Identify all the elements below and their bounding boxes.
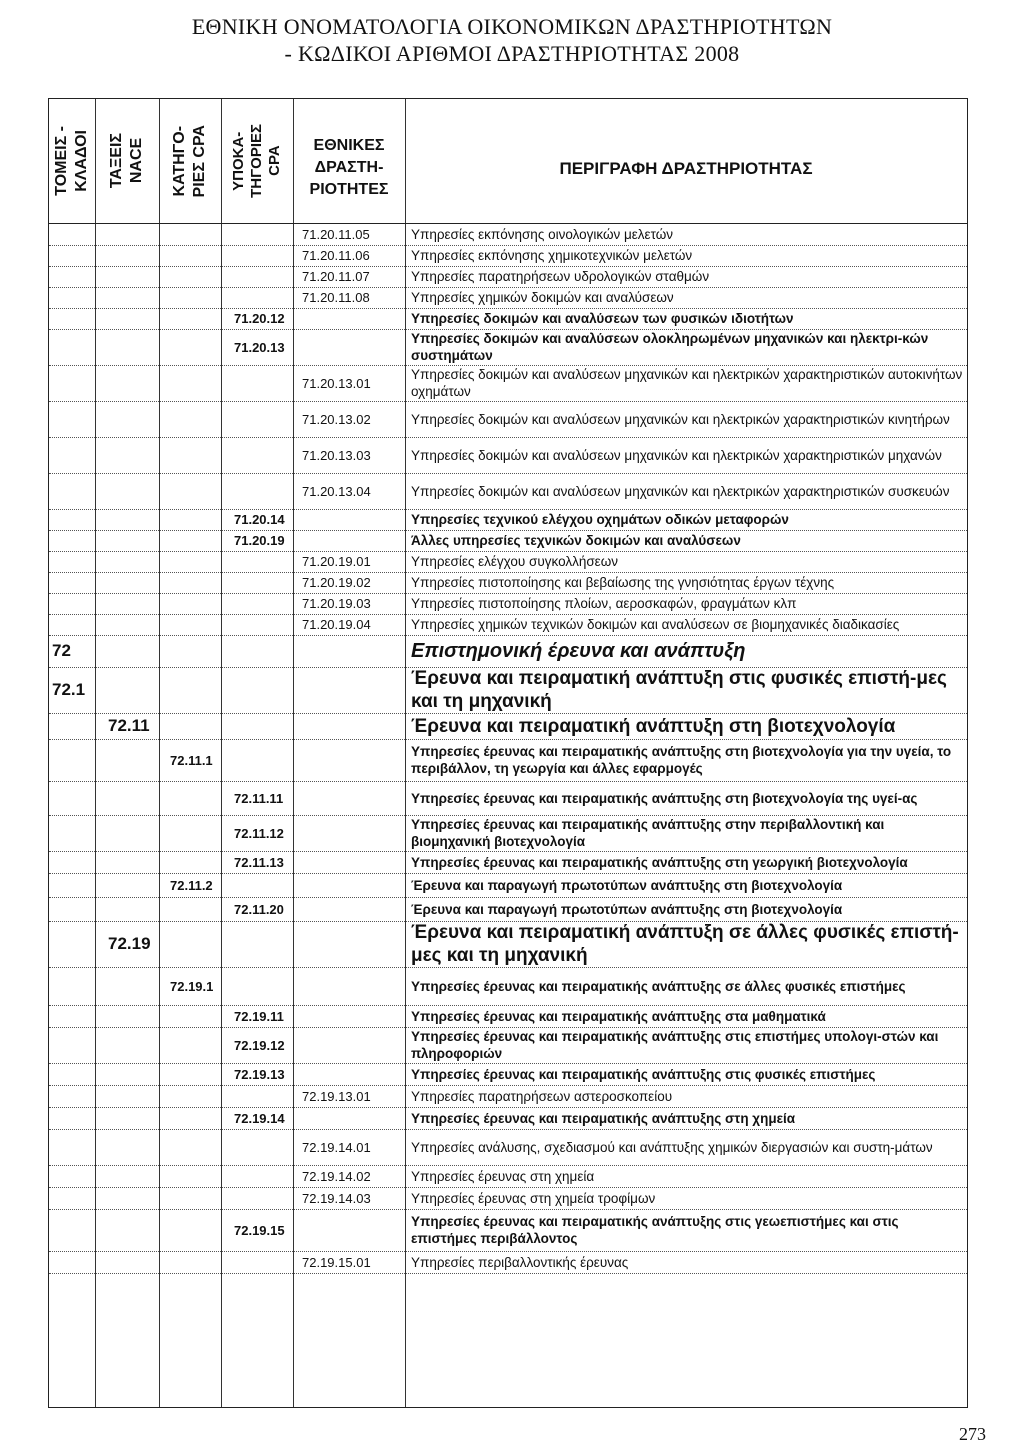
activity-code: 71.20.12 [234,311,285,326]
table-row [49,1107,967,1129]
table-row [49,614,967,635]
activity-code: 72.11.12 [234,825,284,841]
activity-code: 72.11.20 [234,901,284,917]
table-row [49,667,967,713]
activity-description: Υπηρεσίες έρευνας και πειραματικής ανάπτυξης στις φυσικές επιστήμες [411,1066,876,1082]
table-row [49,308,967,329]
column-header-activity-description: ΠΕΡΙΓΡΑΦΗ ΔΡΑΣΤΗΡΙΟΤΗΤΑΣ [559,159,813,178]
activity-description: Υπηρεσίες έρευνας στη χημεία [411,1168,595,1184]
activity-code: 72.19.13 [234,1066,285,1082]
table-row [49,365,967,401]
activity-code: 72.19 [108,934,151,953]
table-row [49,1251,967,1273]
activity-description: Υπηρεσίες χημικών τεχνικών δοκιμών και αναλύσεων σε βιομηχανικές διαδικασίες [411,617,900,632]
document-subtitle: - ΚΩΔΙΚΟΙ ΑΡΙΘΜΟΙ ΔΡΑΣΤΗΡΙΟΤΗΤΑΣ 2008 [284,41,740,66]
activity-code: 72.19.1 [170,978,214,994]
table-row [49,1005,967,1027]
activity-description: Υπηρεσίες έρευνας και πειραματικής ανάπτυξης στα μαθηματικά [411,1008,826,1024]
activity-code: 72 [52,641,71,660]
activity-description: Υπηρεσίες δοκιμών και αναλύσεων των φυσικών ιδιοτήτων [411,311,794,326]
table-row [49,551,967,572]
table-row [49,509,967,530]
activity-description: Υπηρεσίες έρευνας και πειραματικής ανάπτυξης στη βιοτεχνολογία της υγεί-ας [411,790,918,806]
activity-description: Επιστημονική έρευνα και ανάπτυξη [411,639,746,662]
activity-description: Υπηρεσίες έρευνας και πειραματικής ανάπτυξης στην περιβαλλοντική και βιομηχανική βιοτεχνολογία [411,817,885,849]
table-row [49,401,967,437]
table-row [49,1063,967,1085]
activity-description: Υπηρεσίες δοκιμών και αναλύσεων ολοκληρωμένων μηχανικών και ηλεκτρι-κών συστημάτων [411,331,929,363]
activity-code: 71.20.19.03 [302,596,371,611]
activity-description: Υπηρεσίες χημικών δοκιμών και αναλύσεων [411,290,674,305]
table-row [49,967,967,1005]
activity-description: Υπηρεσίες δοκιμών και αναλύσεων μηχανικών και ηλεκτρικών χαρακτηριστικών μηχανών [411,447,942,463]
activity-description: Έρευνα και πειραματική ανάπτυξη σε άλλες φυσικές επιστή-μες και τη μηχανική [411,922,959,966]
activity-description: Υπηρεσίες δοκιμών και αναλύσεων μηχανικών και ηλεκτρικών χαρακτηριστικών κινητήρων [411,411,950,427]
activity-description: Υπηρεσίες έρευνας και πειραματικής ανάπτυξης στις γεωεπιστήμες και στις επιστήμες περιβάλλοντος [411,1214,899,1246]
activity-code: 72.19.14.02 [302,1168,371,1184]
activity-description: Υπηρεσίες πιστοποίησης πλοίων, αεροσκαφών, φραγμάτων κλπ [411,596,797,611]
activity-description: Υπηρεσίες τεχνικού ελέγχου οχημάτων οδικών μεταφορών [411,512,789,527]
activity-code: 72.19.15 [234,1222,285,1238]
activity-code: 72.19.11 [234,1008,284,1024]
activity-code: 72.11.2 [170,877,213,893]
table-row [49,739,967,781]
activity-code: 71.20.19 [234,533,285,548]
table-row [49,1129,967,1165]
activity-description: Υπηρεσίες δοκιμών και αναλύσεων μηχανικών και ηλεκτρικών χαρακτηριστικών συσκευών [411,483,950,499]
table-row [49,245,967,266]
activity-description: Υπηρεσίες πιστοποίησης και βεβαίωσης της γνησιότητας έργων τέχνης [411,575,835,590]
activity-description: Υπηρεσίες ανάλυσης, σχεδιασμού και ανάπτυξης χημικών διεργασιών και συστη-μάτων [411,1139,933,1155]
activity-code: 71.20.19.01 [302,554,371,569]
activity-code: 71.20.13.04 [302,483,371,499]
activity-description: Έρευνα και παραγωγή πρωτοτύπων ανάπτυξης στη βιοτεχνολογία [411,877,843,893]
activity-description: Έρευνα και πειραματική ανάπτυξη στη βιοτεχνολογία [411,715,896,737]
activity-code: 72.11.11 [234,790,284,806]
column-header-cpa-subcategories: ΥΠΟΚΑ- ΤΗΓΟΡΙΕΣ CPA [230,124,283,198]
activity-code: 71.20.11.08 [302,290,370,305]
table-row [49,897,967,921]
table-row [49,329,967,365]
table-row [49,266,967,287]
activity-code: 72.19.14.01 [302,1139,371,1155]
table-row [49,572,967,593]
activity-description: Υπηρεσίες έρευνας και πειραματικής ανάπτυξης στη γεωργική βιοτεχνολογία [411,854,908,870]
table-row [49,851,967,873]
table-row [49,530,967,551]
table-row [49,635,967,667]
table-row [49,873,967,897]
table-row [49,1085,967,1107]
classification-table [48,98,968,1408]
activity-description: Έρευνα και παραγωγή πρωτοτύπων ανάπτυξης στη βιοτεχνολογία [411,901,843,917]
activity-code: 71.20.19.04 [302,617,371,632]
activity-description: Υπηρεσίες εκπόνησης χημικοτεχνικών μελετών [411,248,693,263]
column-header-cpa-categories: ΚΑΤΗΓΟ- ΡΙΕΣ CPA [171,124,208,198]
activity-code: 72.11 [108,716,150,735]
activity-code: 71.20.13.03 [302,447,371,463]
table-row [49,1165,967,1187]
table-row [49,473,967,509]
activity-description: Άλλες υπηρεσίες τεχνικών δοκιμών και αναλύσεων [411,533,741,548]
table-row [49,815,967,851]
table-row [49,713,967,739]
activity-code: 72.19.13.01 [302,1088,371,1104]
table-row [49,1209,967,1251]
activity-code: 72.19.14.03 [302,1190,371,1206]
activity-code: 72.19.15.01 [302,1254,371,1270]
activity-code: 71.20.11.07 [302,269,370,284]
activity-code: 72.1 [52,680,86,699]
activity-code: 72.11.13 [234,854,284,870]
activity-description: Υπηρεσίες ελέγχου συγκολλήσεων [411,554,618,569]
activity-description: Υπηρεσίες παρατηρήσεων αστεροσκοπείου [411,1088,673,1104]
table-row [49,593,967,614]
table-row [49,224,967,245]
table-row [49,921,967,967]
column-header-nace-classes: ΤΑΞΕΙΣ NACE [108,133,145,189]
activity-description: Υπηρεσίες έρευνας και πειραματικής ανάπτυξης στη χημεία [411,1110,796,1126]
activity-code: 72.19.12 [234,1037,285,1053]
table-row [49,287,967,308]
activity-description: Έρευνα και πειραματική ανάπτυξη στις φυσικές επιστή-μες και τη μηχανική [411,668,947,712]
activity-code: 71.20.11.05 [302,227,370,242]
table-row [49,437,967,473]
document-title: ΕΘΝΙΚΗ ΟΝΟΜΑΤΟΛΟΓΙΑ ΟΙΚΟΝΟΜΙΚΩΝ ΔΡΑΣΤΗΡΙΟΤΗΤΩΝ [191,14,833,39]
activity-code: 71.20.13 [234,339,285,355]
activity-description: Υπηρεσίες έρευνας και πειραματικής ανάπτυξης στη βιοτεχνολογία για την υγεία, το περιβάλλον, τη γεωργία και άλλες εφαρμογές [411,744,952,776]
column-header-sectors: ΤΟΜΕΙΣ - ΚΛΑΔΟΙ [53,126,90,196]
activity-code: 71.20.19.02 [302,575,371,590]
activity-description: Υπηρεσίες δοκιμών και αναλύσεων μηχανικών και ηλεκτρικών χαρακτηριστικών αυτοκινήτων οχημάτων [411,367,963,399]
activity-code: 71.20.13.02 [302,411,371,427]
activity-description: Υπηρεσίες έρευνας και πειραματικής ανάπτυξης στις επιστήμες υπολογι-στών και πληροφοριών [411,1029,939,1061]
column-header-national-activities: ΕΘΝΙΚΕΣ ΔΡΑΣΤΗ- ΡΙΟΤΗΤΕΣ [309,137,389,198]
activity-code: 72.19.14 [234,1110,285,1126]
row-divider [49,1273,967,1274]
table-row [49,1027,967,1063]
activity-description: Υπηρεσίες έρευνας στη χημεία τροφίμων [411,1190,656,1206]
activity-description: Υπηρεσίες παρατηρήσεων υδρολογικών σταθμών [411,269,710,284]
table-row [49,781,967,815]
page-number: 273 [959,1424,986,1444]
table-row [49,1187,967,1209]
activity-description: Υπηρεσίες έρευνας και πειραματικής ανάπτυξης σε άλλες φυσικές επιστήμες [411,978,906,994]
activity-description: Υπηρεσίες εκπόνησης οινολογικών μελετών [411,227,674,242]
activity-description: Υπηρεσίες περιβαλλοντικής έρευνας [411,1254,629,1270]
activity-code: 71.20.11.06 [302,248,370,263]
activity-code: 72.11.1 [170,752,213,768]
activity-code: 71.20.13.01 [302,375,371,391]
activity-code: 71.20.14 [234,512,285,527]
